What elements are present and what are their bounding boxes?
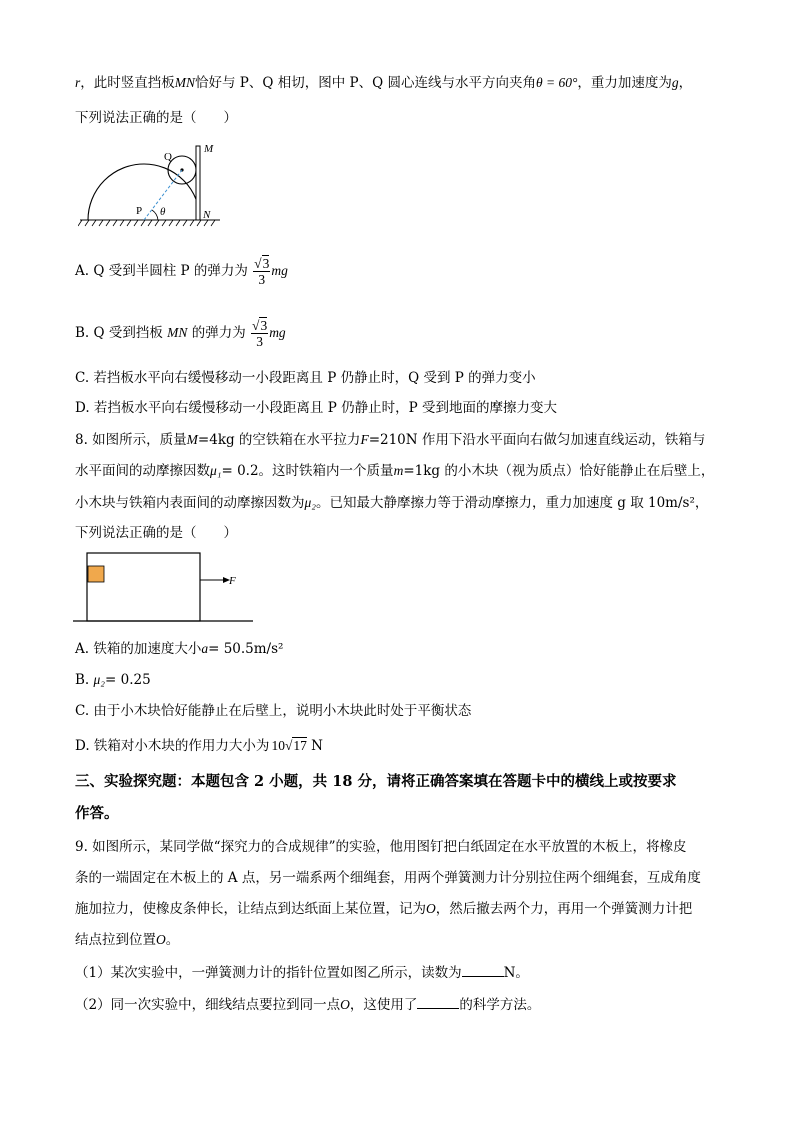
label-n: N xyxy=(203,209,211,221)
label-theta: θ xyxy=(160,206,166,218)
q9-stem-line-2: 条的一端固定在木板上的 A 点，另一端系两个细绳套，用两个弹簧测力计分别拉住两个细绳套，互成角度 xyxy=(75,870,701,886)
fraction: $\frac{√3}{3}$ xyxy=(254,256,270,287)
wood-block xyxy=(88,566,104,582)
q9-stem-line-1: 9. 如图所示，某同学做“探究力的合成规律”的实验，他用图钉把白纸固定在水平放置的木板上，将橡皮 xyxy=(75,839,687,855)
section-3-heading: 三、实验探究题：本题包含 2 小题，共 18 分，请将正确答案填在答题卡中的横线上或按要求 xyxy=(75,773,677,790)
angle-expr: θ = 60° xyxy=(535,75,578,90)
fraction: $\frac{√3}{3}$ xyxy=(252,318,268,349)
half-cylinder-p xyxy=(88,164,200,220)
q8-stem-line-3: 小木块与铁箱内表面间的动摩擦因数为μ₂。已知最大静摩擦力等于滑动摩擦力，重力加速度 g 取 10m/s²， xyxy=(75,495,709,511)
ground-hatch xyxy=(78,220,215,226)
q8-stem-line-4: 下列说法正确的是（ ） xyxy=(75,525,237,541)
label-f: F xyxy=(229,575,236,587)
q7-option-a: A. Q 受到半圆柱 P 的弹力为 $\frac{√3}{3}$ mg xyxy=(75,256,288,287)
baffle-mn xyxy=(196,146,200,220)
q7-option-b: B. Q 受到挡板 MN 的弹力为 $\frac{√3}{3}$ mg xyxy=(75,318,286,349)
q9-sub-2: （2）同一次实验中，细线结点要拉到同一点O，这使用了 的科学方法。 xyxy=(75,997,541,1013)
q8-stem-line-1: 8. 如图所示，质量M=4kg 的空铁箱在水平拉力F=210N 作用下沿水平面向右做匀加速直线运动，铁箱与 xyxy=(75,432,706,448)
answer-blank[interactable] xyxy=(462,963,504,977)
q8-stem-line-2: 水平面间的动摩擦因数μ₁= 0.2。这时铁箱内一个质量m=1kg 的小木块（视为质点）恰好能静止在后壁上， xyxy=(75,463,715,479)
q8-option-d: D. 铁箱对小木块的作用力大小为 10√17 N xyxy=(75,738,323,754)
label-p: P xyxy=(136,205,143,217)
q9-sub-1: （1）某次实验中，一弹簧测力计的指针位置如图乙所示，读数为 N。 xyxy=(75,965,529,981)
q9-stem-line-4: 结点拉到位置O。 xyxy=(75,932,180,948)
q8-figure xyxy=(73,550,253,628)
q7-option-c: C. 若挡板水平向右缓慢移动一小段距离且 P 仍静止时，Q 受到 P 的弹力变小 xyxy=(75,370,536,386)
label-m: M xyxy=(204,143,214,155)
q7-stem-line-1: r，此时竖直挡板MN恰好与 P、Q 相切，图中 P、Q 圆心连线与水平方向夹角θ = 60°，重力加速度为g， xyxy=(75,75,693,91)
section-3-heading-cont: 作答。 xyxy=(75,805,119,822)
q8-option-a: A. 铁箱的加速度大小a= 50.5m/s² xyxy=(75,641,284,657)
var-r: r xyxy=(75,75,81,90)
q7-figure xyxy=(78,138,228,230)
label-q: Q xyxy=(164,151,172,163)
iron-box xyxy=(87,553,200,621)
q9-stem-line-3: 施加拉力，使橡皮条伸长，让结点到达纸面上某位置，记为O，然后撤去两个力，再用一个弹簧测力计把 xyxy=(75,901,693,917)
q8-option-b: B. μ₂= 0.25 xyxy=(75,672,151,688)
q7-stem-line-2: 下列说法正确的是（ ） xyxy=(75,110,237,126)
q7-option-d: D. 若挡板水平向右缓慢移动一小段距离且 P 仍静止时，P 受到地面的摩擦力变大 xyxy=(75,400,557,416)
q8-option-c: C. 由于小木块恰好能静止在后壁上，说明小木块此时处于平衡状态 xyxy=(75,703,472,719)
answer-blank[interactable] xyxy=(417,995,459,1009)
